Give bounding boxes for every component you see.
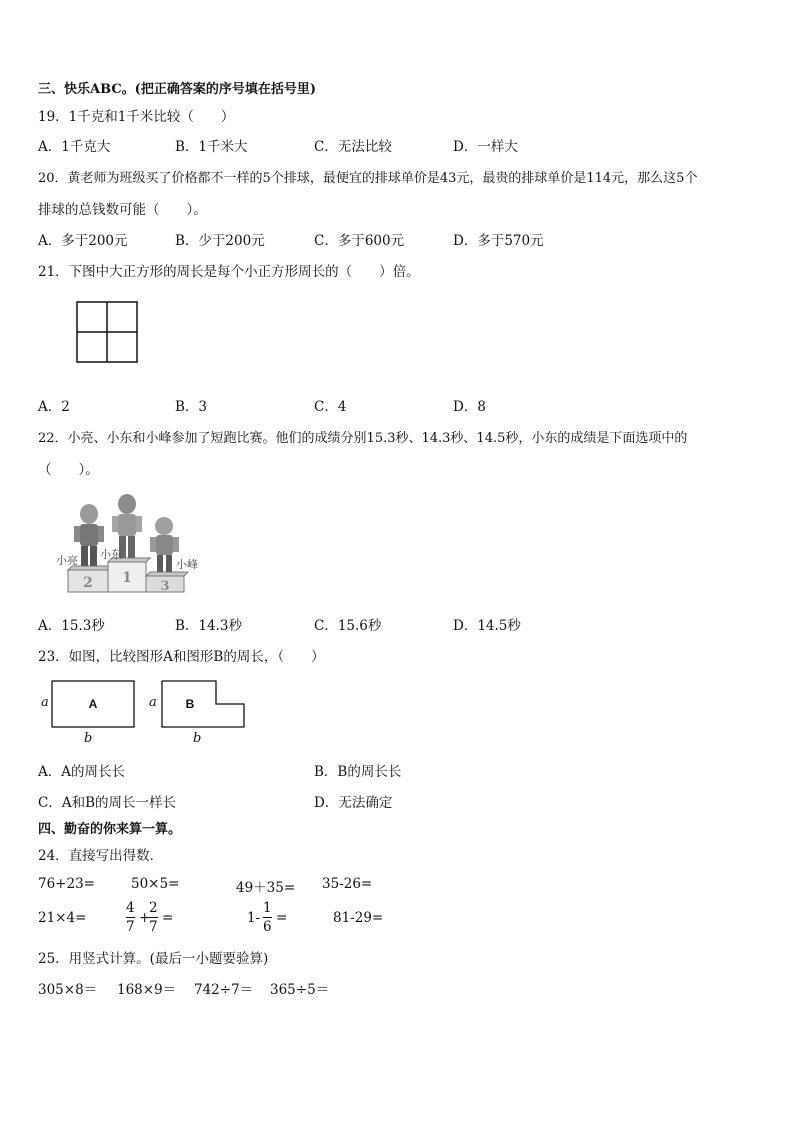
q25-text: 25．用竖式计算。(最后一小题要验算) (38, 951, 269, 967)
q24-equals-2: = (276, 910, 288, 926)
q21-square-figure (76, 301, 138, 363)
shape-b-side-b: b (193, 731, 202, 746)
label-xiaodong: 小东 (100, 548, 122, 561)
q21-text: 21．下图中大正方形的周长是每个小正方形周长的（ ）倍。 (38, 264, 420, 280)
q22-line2: （ ）。 (38, 462, 99, 478)
q22-line1: 22．小亮、小东和小峰参加了短跑比赛。他们的成绩分别15.3秒、14.3秒、14.5秒，小东的成绩是下面选项中的 (38, 431, 688, 446)
q24-fraction-2-7: 2 7 (149, 900, 158, 935)
podium-number-1: 1 (122, 570, 132, 586)
q25-item-3: 742÷7＝ (194, 982, 254, 998)
section-3-title: 三、快乐ABC。(把正确答案的序号填在括号里) (38, 82, 316, 97)
q19-option-d: D．一样大 (453, 139, 518, 155)
q20-line2: 排球的总钱数可能（ ）。 (38, 202, 207, 218)
label-xiaofeng: 小峰 (176, 558, 198, 571)
boy-right (150, 517, 179, 572)
q19-option-b: B．1千米大 (175, 139, 248, 155)
q20-option-a: A．多于200元 (38, 233, 128, 249)
q25-item-4: 365÷5＝ (270, 982, 330, 998)
q24-plus-sign: + (139, 910, 151, 926)
q19-option-a: A．1千克大 (38, 139, 111, 155)
q21-option-c: C．4 (314, 399, 347, 415)
shape-b-side-a: a (149, 695, 157, 710)
q25-item-1: 305×8＝ (38, 982, 98, 998)
q23-option-b: B．B的周长长 (314, 764, 402, 780)
shape-b-label: B (185, 697, 195, 711)
q24-fraction-4-7: 4 7 (126, 900, 135, 935)
q24-item-3: 49＋35= (236, 880, 296, 896)
shape-a-side-b: b (84, 731, 93, 746)
shape-a-side-a: a (41, 695, 49, 710)
q24-item-2: 50×5= (131, 876, 180, 892)
q22-podium-figure (56, 492, 206, 596)
q22-option-c: C．15.6秒 (314, 618, 382, 634)
q24-one-minus: 1- (247, 910, 261, 926)
q24-item-8: 81-29= (333, 910, 384, 926)
q23-text: 23．如图，比较图形A和图形B的周长，（ ） (38, 649, 325, 665)
q23-shapes-figure (36, 676, 252, 746)
shape-a-label: A (88, 697, 98, 711)
q22-option-b: B．14.3秒 (175, 618, 242, 634)
q22-option-a: A．15.3秒 (38, 618, 105, 634)
q24-fraction-1-6: 1 6 (263, 900, 272, 935)
q25-item-2: 168×9＝ (117, 982, 177, 998)
q19-option-c: C．无法比较 (314, 139, 392, 155)
q23-option-a: A．A的周长长 (38, 764, 125, 780)
q21-option-a: A．2 (38, 399, 70, 415)
q20-option-c: C．多于600元 (314, 233, 405, 249)
q24-text: 24．直接写出得数． (38, 848, 164, 864)
q24-equals-1: = (162, 910, 174, 926)
q20-option-b: B．少于200元 (175, 233, 265, 249)
q24-item-1: 76+23= (38, 876, 95, 892)
q23-option-c: C．A和B的周长一样长 (38, 795, 176, 811)
section-4-title: 四、勤奋的你来算一算。 (38, 822, 182, 837)
q21-option-d: D．8 (453, 399, 486, 415)
podium-number-3: 3 (160, 579, 170, 594)
label-xiaoliang: 小亮 (56, 554, 78, 567)
q22-option-d: D．14.5秒 (453, 618, 521, 634)
q24-item-5: 21×4= (38, 910, 87, 926)
q20-line1: 20．黄老师为班级买了价格都不一样的5个排球，最便宜的排球单价是43元，最贵的排球单价是114元，那么这5个 (38, 171, 698, 186)
q24-item-4: 35-26= (322, 876, 373, 892)
q20-option-d: D．多于570元 (453, 233, 544, 249)
podium-number-2: 2 (83, 575, 93, 591)
q21-option-b: B．3 (175, 399, 208, 415)
q19-text: 19．1千克和1千米比较（ ） (38, 109, 235, 125)
q23-option-d: D．无法确定 (314, 795, 393, 811)
